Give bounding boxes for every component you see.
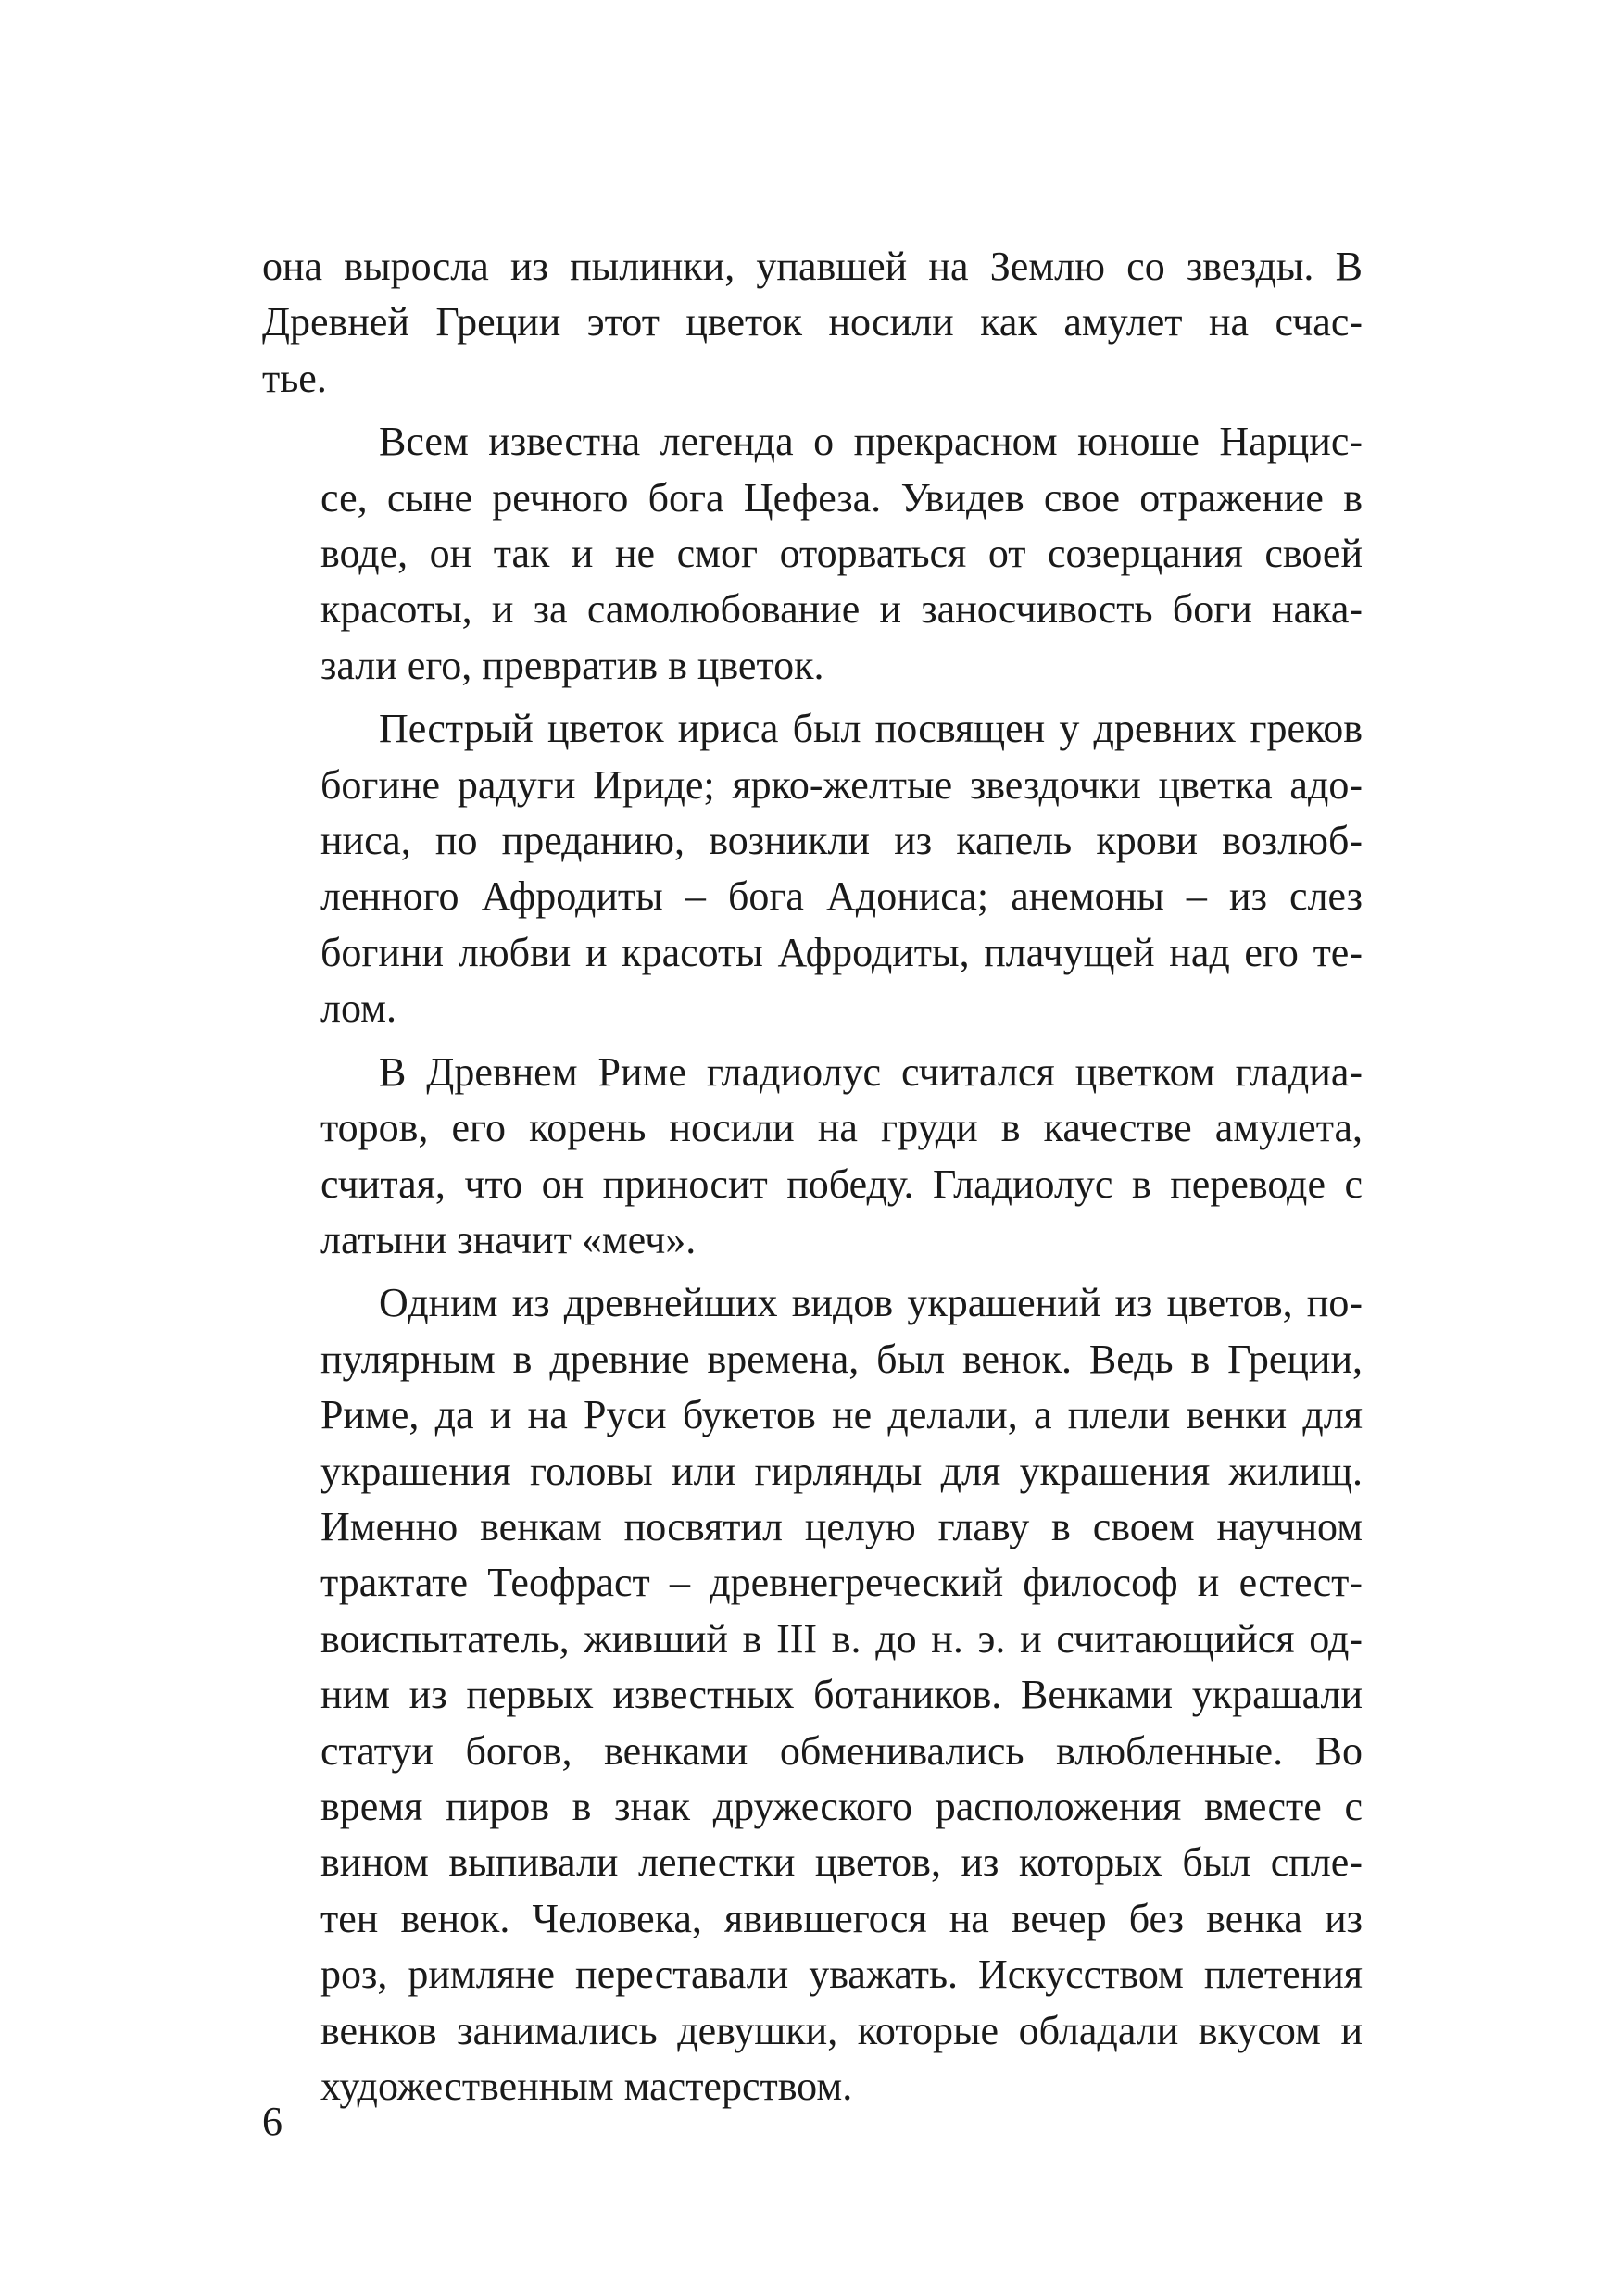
text-line: роз, римляне переставали уважать. Искусством плетения [320, 1951, 1363, 1998]
text-line: венков занимались девушки, которые обладали вкусом и [320, 2007, 1363, 2053]
text-line: Древней Греции этот цветок носили как амулет на счас- [262, 299, 1363, 345]
text-line: торов, его корень носили на груди в качестве амулета, [320, 1105, 1363, 1151]
paragraph-4 [262, 1045, 1363, 1269]
text-line: лом. [320, 985, 396, 1032]
text-line: ленного Афродиты – бога Адониса; анемоны – из слез [320, 873, 1363, 920]
text-line: Именно венкам посвятил целую главу в своем научном [320, 1503, 1363, 1549]
text-line: трактате Теофраст – древнегреческий философ и естест- [320, 1560, 1363, 1606]
text-line: пулярным в древние времена, был венок. Ведь в Греции, [320, 1336, 1363, 1382]
text-line: се, сыне речного бога Цефеза. Увидев свое отражение в [320, 474, 1363, 521]
text-line: воде, он так и не смог оторваться от созерцания своей [320, 531, 1363, 577]
text-line: Пестрый цветок ириса был посвящен у древних греков [379, 706, 1363, 752]
text-line: считая, что он приносит победу. Гладиолус в переводе с [320, 1161, 1363, 1207]
text-line: зали его, превратив в цветок. [320, 642, 824, 688]
text-line: тен венок. Человека, явившегося на вечер без венка из [320, 1895, 1363, 1941]
text-line: статуи богов, венками обменивались влюбленные. Во [320, 1727, 1363, 1774]
paragraph-1 [262, 239, 1363, 407]
body-text [262, 239, 1363, 2122]
text-line: ним из первых известных ботаников. Венками украшали [320, 1672, 1363, 1718]
text-line: красоты, и за самолюбование и заносчивость боги нака- [320, 586, 1363, 633]
text-line: воиспытатель, живший в III в. до н. э. и считающийся од- [320, 1615, 1363, 1662]
text-line: ниса, по преданию, возникли из капель крови возлюб- [320, 818, 1363, 864]
text-line: Всем известна легенда о прекрасном юноше Нарцис- [379, 419, 1363, 465]
text-line: украшения головы или гирлянды для украшения жилищ. [320, 1448, 1363, 1494]
text-line: вином выпивали лепестки цветов, из которых был спле- [320, 1839, 1363, 1886]
text-line: богини любви и красоты Афродиты, плачущей над его те- [320, 929, 1363, 975]
paragraph-5 [262, 1275, 1363, 2114]
text-line: богине радуги Ириде; ярко-желтые звездочки цветка адо- [320, 761, 1363, 808]
text-line: Риме, да и на Руси букетов не делали, а плели венки для [320, 1392, 1363, 1438]
text-line: тье. [262, 355, 327, 401]
text-line: В Древнем Риме гладиолус считался цветком гладиа- [379, 1048, 1363, 1095]
text-line: она выросла из пылинки, упавшей на Землю со звезды. В [262, 244, 1363, 289]
text-line: художественным мастерством. [320, 2064, 853, 2109]
text-line: время пиров в знак дружеского расположения вместе с [320, 1783, 1363, 1829]
text-line: латыни значит «меч». [320, 1216, 697, 1262]
text-line: Одним из древнейших видов украшений из цветов, по- [379, 1280, 1363, 1326]
paragraph-3 [262, 701, 1363, 1036]
page-number: 6 [262, 2099, 283, 2144]
paragraph-2 [262, 414, 1363, 694]
